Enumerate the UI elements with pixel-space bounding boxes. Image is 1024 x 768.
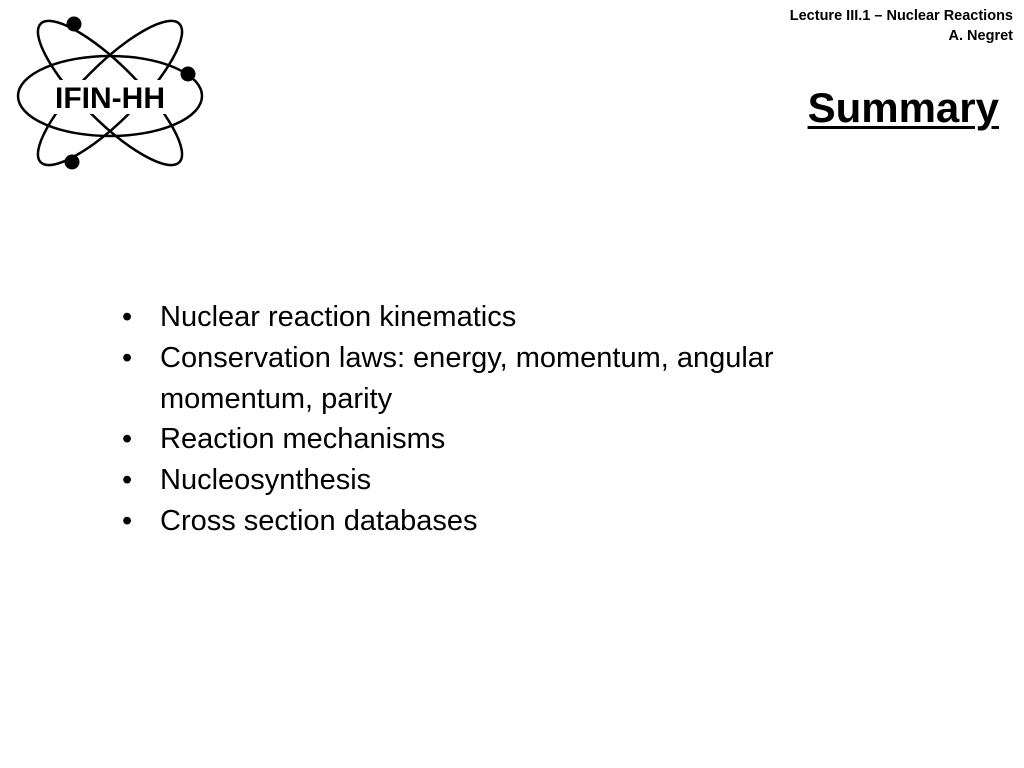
bullet-item bbox=[120, 297, 780, 338]
bullet-item bbox=[120, 338, 780, 420]
bullet-dot: • bbox=[122, 423, 133, 456]
lecture-title: Lecture III.1 – Nuclear Reactions bbox=[789, 8, 1013, 24]
ifin-hh-logo bbox=[12, 12, 212, 174]
bullet-dot: • bbox=[122, 504, 133, 537]
bullet-dot: • bbox=[122, 301, 133, 333]
author-name: A. Negret bbox=[948, 28, 1013, 44]
slide-title: Summary bbox=[807, 84, 999, 131]
electron-right bbox=[181, 67, 196, 82]
bullet-text: Cross section databases bbox=[160, 504, 478, 537]
bullet-text: Nuclear reaction kinematics bbox=[160, 301, 517, 333]
logo-text: IFIN-HH bbox=[55, 82, 165, 115]
bullet-item bbox=[120, 419, 780, 460]
electron-top bbox=[67, 17, 82, 32]
header-info bbox=[790, 6, 1013, 46]
bullet-dot: • bbox=[122, 341, 133, 374]
bullet-item bbox=[120, 501, 780, 542]
bullet-list bbox=[120, 297, 780, 542]
electron-bottom bbox=[65, 155, 80, 170]
bullet-item bbox=[120, 460, 780, 501]
bullet-text: Conservation laws: energy, momentum, angular momentum, parity bbox=[160, 341, 774, 415]
bullet-text: Reaction mechanisms bbox=[160, 423, 446, 456]
bullet-text: Nucleosynthesis bbox=[160, 464, 372, 497]
bullet-dot: • bbox=[122, 464, 133, 497]
